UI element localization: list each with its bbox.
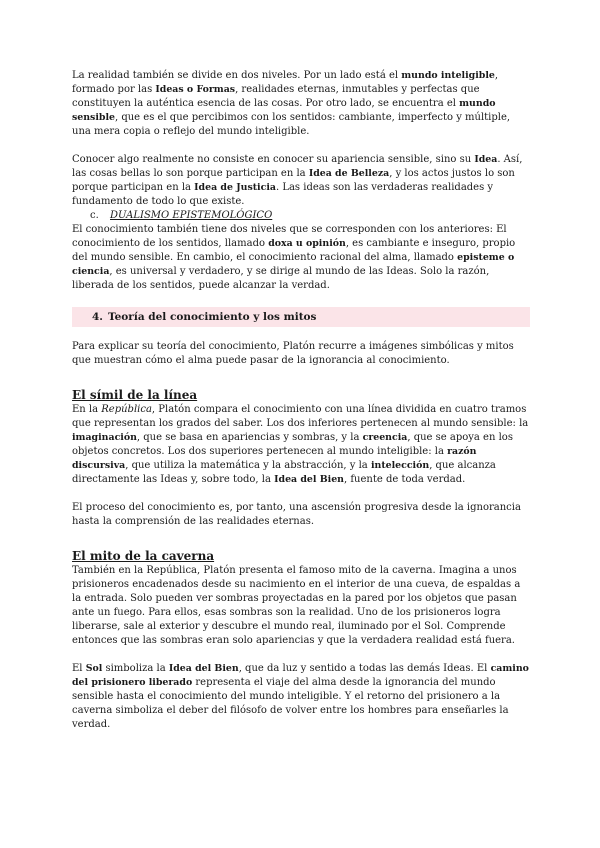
bold-term-doxa: doxa u opinión (268, 238, 346, 249)
text-run: , que se basa en apariencias y sombras, y la (136, 432, 363, 443)
text-run: representa el viaje del alma desde la ignorancia del mundo sensible hasta el conocimiento del mundo inteligible. Y el retorno del prisionero a la caverna simboliza el deber del filósofo de volver entre los hombres para enseñarles la verdad. (72, 677, 509, 730)
text-run: , que alcanza directamente las Ideas y, sobre todo, la (72, 460, 496, 485)
paragraph-proceso-conocimiento: El proceso del conocimiento es, por tanto, una ascensión progresiva desde la ignorancia hasta la comprensión de las realidades eternas. (72, 502, 521, 527)
bold-term-idea-bien: Idea del Bien (274, 474, 344, 485)
section-number: 4. (92, 311, 103, 323)
text-run: El (72, 663, 86, 674)
text-run: , y los actos justos lo son porque participan en la (72, 168, 515, 193)
text-run: , realidades eternas, inmutables y perfectas que constituyen la auténtica esencia de las cosas. Por otro lado, se encuentra el (72, 84, 480, 109)
bold-term-mundo-sensible: mundo sensible (72, 98, 496, 123)
bold-term-sol: Sol (85, 663, 103, 674)
text-run: La realidad también se divide en dos niveles. Por un lado está el (72, 70, 402, 81)
document-body (72, 69, 530, 732)
text-run: , fuente de toda verdad. (343, 474, 466, 485)
bold-term-episteme: episteme o ciencia (72, 252, 515, 277)
paragraph-simbolismo-sol (72, 662, 530, 732)
text-run: , es universal y verdadero, y se dirige al mundo de las Ideas. Solo la razón, liberada de los sentidos, puede alcanzar la verdad. (72, 266, 490, 291)
subheading-dualismo-epistemologico (72, 209, 530, 223)
paragraph-intro-mitos: Para explicar su teoría del conocimiento, Platón recurre a imágenes simbólicas y mitos que muestran cómo el alma puede pasar de la ignorancia al conocimiento. (72, 341, 514, 366)
text-run: simboliza la (102, 663, 169, 674)
bold-term-razon-discursiva: razón discursiva (72, 446, 477, 471)
text-run: . Así, las cosas bellas lo son porque participan en la (72, 154, 523, 179)
text-run: , que utiliza la matemática y la abstracción, y la (125, 460, 371, 471)
paragraph-realidad-niveles (72, 69, 530, 139)
bold-term-idea-justicia: Idea de Justicia (194, 182, 276, 193)
paragraph-mito-caverna: También en la República, Platón presenta el famoso mito de la caverna. Imagina a unos prisioneros encadenados desde su nacimiento en el interior de una cueva, de espaldas a la entrada. Solo pueden ver sombras proyectadas en la pared por los objetos que pasan ante un fuego. Para ellos, esas sombras son la realidad. Uno de los prisioneros logra liberarse, sale al exterior y descubre el mundo real, iluminado por el Sol. Comprende entonces que las sombras eran solo apariencias y que la verdadera realidad está fuera. (72, 565, 521, 646)
section-title: Teoría del conocimiento y los mitos (108, 311, 317, 323)
text-run: , formado por las (72, 70, 499, 95)
text-run: . Las ideas son las verdaderas realidades y fundamento de todo lo que existe. (72, 182, 494, 207)
bold-term-inteleccion: intelección (370, 460, 430, 471)
bold-term-imaginacion: imaginación (72, 432, 137, 443)
text-run: , Platón compara el conocimiento con una línea dividida en cuatro tramos que representan los grados del saber. Los dos inferiores pertenecen al mundo sensible: la (72, 404, 529, 429)
text-run: , que es el que percibimos con los sentidos: cambiante, imperfecto y múltiple, una mera copia o reflejo del mundo inteligible. (72, 112, 511, 137)
paragraph-dos-niveles-conocimiento (72, 223, 530, 293)
subheading-title: DUALISMO EPISTEMOLÓGICO (110, 210, 273, 221)
paragraph-conocer-idea (72, 153, 530, 209)
bold-term-idea-bien: Idea del Bien (168, 663, 239, 674)
text-run: , que da luz y sentido a todas las demás Ideas. El (238, 663, 491, 674)
bold-term-creencia: creencia (362, 432, 408, 443)
text-run: Conocer algo realmente no consiste en conocer su apariencia sensible, sino su (72, 154, 475, 165)
text-run: El conocimiento también tiene dos niveles que se corresponden con los anteriores: El conocimiento de los sentidos, llamado (72, 224, 507, 249)
text-run: , que se apoya en los objetos concretos. Los dos superiores pertenecen al mundo inteligible: la (72, 432, 513, 457)
paragraph-simil-linea (72, 403, 530, 487)
text-run: , es cambiante e inseguro, propio del mundo sensible. En cambio, el conocimiento racional del alma, llamado (72, 238, 516, 263)
list-letter: c. (90, 210, 99, 221)
bold-term-ideas-formas: Ideas o Formas (155, 84, 236, 95)
italic-term-republica: República (101, 404, 152, 415)
bold-term-idea-belleza: Idea de Belleza (308, 168, 390, 179)
text-run: En la (72, 404, 102, 415)
section-heading-teoria-conocimiento (72, 307, 530, 327)
bold-term-camino-prisionero: camino del prisionero liberado (72, 663, 529, 688)
heading-simil-linea: El símil de la línea (72, 388, 198, 402)
bold-term-idea: Idea (474, 154, 498, 165)
bold-term-mundo-inteligible: mundo inteligible (401, 70, 495, 81)
heading-mito-caverna: El mito de la caverna (72, 549, 215, 563)
